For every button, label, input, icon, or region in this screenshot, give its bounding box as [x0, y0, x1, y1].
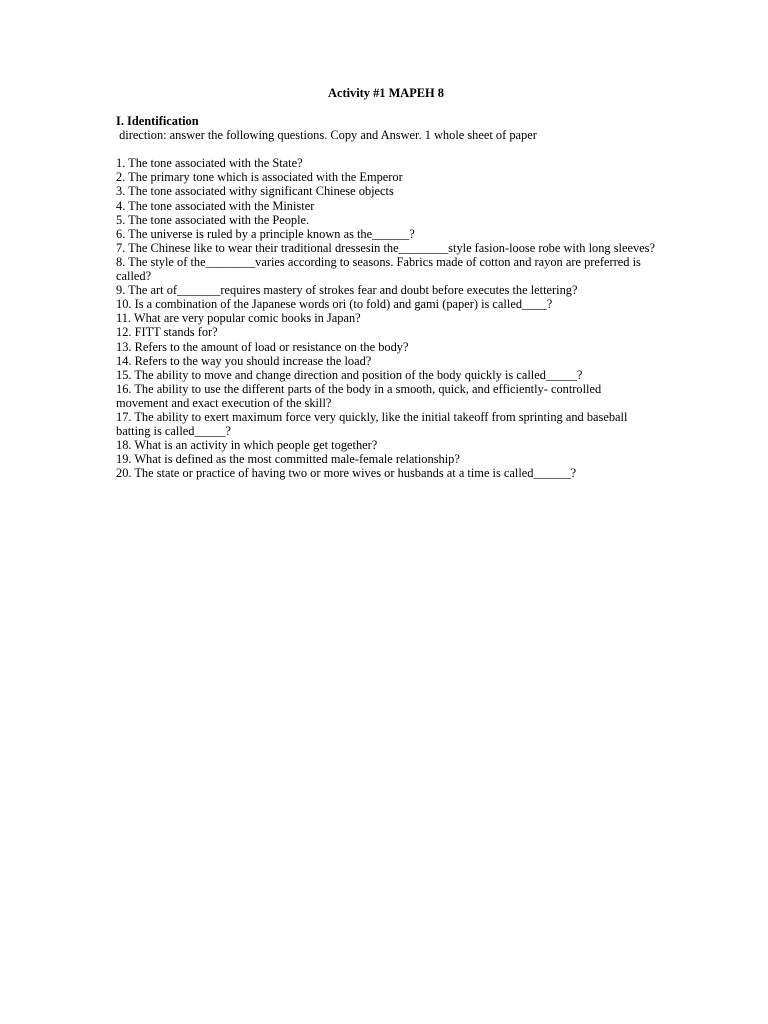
question-item: 18. What is an activity in which people get together?	[116, 438, 378, 453]
question-item: 3. The tone associated withy significant Chinese objects	[116, 184, 394, 199]
question-item: 19. What is defined as the most committed male-female relationship?	[116, 452, 460, 467]
question-item: 1. The tone associated with the State?	[116, 156, 303, 171]
question-list	[116, 156, 656, 480]
question-item: 14. Refers to the way you should increase the load?	[116, 353, 372, 368]
question-item: 15. The ability to move and change direction and position of the body quickly is called_____?	[116, 367, 583, 382]
section-heading: I. Identification	[116, 114, 199, 129]
question-item: 6. The universe is ruled by a principle known as the______?	[116, 226, 415, 241]
question-item: 5. The tone associated with the People.	[116, 212, 310, 227]
question-item: 12. FITT stands for?	[116, 325, 218, 340]
question-item: 11. What are very popular comic books in Japan?	[116, 311, 361, 326]
document-page	[116, 86, 656, 480]
question-item: 10. Is a combination of the Japanese words ori (to fold) and gami (paper) is called____?	[116, 297, 553, 312]
question-item: 4. The tone associated with the Minister	[116, 198, 315, 213]
question-item: 16. The ability to use the different parts of the body in a smooth, quick, and efficiently- controlled movement and exact execution of the skill?	[116, 381, 602, 410]
question-item: 13. Refers to the amount of load or resistance on the body?	[116, 339, 409, 354]
question-item: 7. The Chinese like to wear their traditional dressesin the________style fasion-loose robe with long sleeves?	[116, 240, 655, 255]
direction-text: direction: answer the following questions. Copy and Answer. 1 whole sheet of paper	[116, 128, 537, 143]
question-item: 9. The art of_______requires mastery of strokes fear and doubt before executes the lettering?	[116, 283, 578, 298]
question-item: 2. The primary tone which is associated with the Emperor	[116, 170, 403, 185]
question-item: 8. The style of the________varies according to seasons. Fabrics made of cotton and rayon are preferred is called?	[116, 254, 641, 284]
question-item: 20. The state or practice of having two or more wives or husbands at a time is called______?	[116, 466, 577, 481]
document-title: Activity #1 MAPEH 8	[328, 86, 444, 100]
question-item: 17. The ability to exert maximum force very quickly, like the initial takeoff from sprinting and baseball batting is called_____?	[116, 409, 628, 439]
